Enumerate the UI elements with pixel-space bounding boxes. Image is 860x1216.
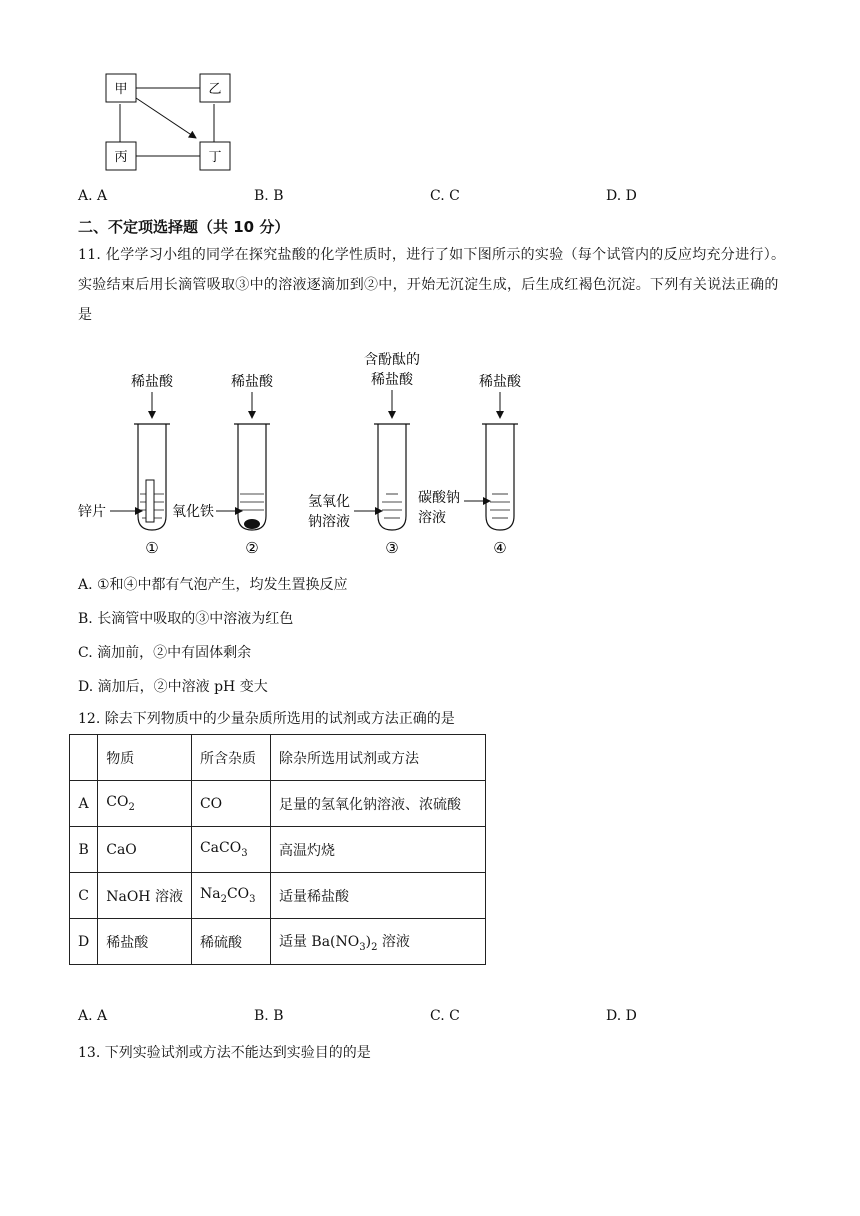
row-substance: 稀盐酸 (98, 919, 192, 965)
row-method: 足量的氢氧化钠溶液、浓硫酸 (270, 781, 485, 827)
test-tube-1 (78, 373, 174, 557)
header-cell-key (70, 735, 98, 781)
q11-option-a[interactable]: A. ①和④中都有气泡产生，均发生置换反应 (78, 577, 348, 593)
q10-option-b[interactable]: B. B (254, 188, 284, 204)
q10-options (78, 188, 778, 208)
row-key: B (70, 827, 98, 873)
row-method: 高温灼烧 (270, 827, 485, 873)
tube4-side-label-line1: 碳酸钠 (418, 490, 460, 506)
box-jia-label: 甲 (114, 82, 128, 97)
tube3-top-label-line1: 含酚酞的 (364, 352, 420, 368)
row-key: D (70, 919, 98, 965)
row-key: C (70, 873, 98, 919)
q11-test-tube-figure (76, 346, 546, 560)
tube4-number: ④ (493, 539, 507, 557)
table-row (70, 873, 486, 919)
q13-stem: 13. 下列实验试剂或方法不能达到实验目的的是 (78, 1045, 371, 1061)
tube2-side-label: 氧化铁 (172, 504, 214, 520)
section-title: 二、不定项选择题（共 10 分） (78, 218, 290, 236)
row-impurity: CO (191, 781, 270, 827)
q10-option-a[interactable]: A. A (78, 188, 108, 204)
tube4-top-label: 稀盐酸 (479, 374, 521, 390)
table-row (70, 827, 486, 873)
header-cell-method: 除杂所选用试剂或方法 (270, 735, 485, 781)
q12-table (69, 734, 486, 965)
row-impurity: 稀硫酸 (191, 919, 270, 965)
table-row (70, 919, 486, 965)
tube1-side-label: 锌片 (78, 504, 106, 520)
row-method: 适量 $Ba(NO_3)_2$ 溶液 (270, 919, 485, 965)
header-cell-impurity: 所含杂质 (191, 735, 270, 781)
table-row (70, 781, 486, 827)
tube3-side-label-line2: 钠溶液 (308, 514, 350, 530)
row-key: A (70, 781, 98, 827)
test-tube-3 (308, 351, 420, 557)
q12-option-d[interactable]: D. D (606, 1008, 637, 1024)
box-ding-label: 丁 (208, 150, 222, 165)
tube3-top-label-line2: 稀盐酸 (371, 372, 413, 388)
q12-stem: 12. 除去下列物质中的少量杂质所选用的试剂或方法正确的是 (78, 711, 455, 727)
row-substance: NaOH 溶液 (98, 873, 192, 919)
box-yi-label: 乙 (208, 82, 222, 97)
tube4-side-label-line2: 溶液 (418, 510, 446, 526)
row-impurity: $Na_2CO_3$ (191, 873, 270, 919)
tube2-top-label: 稀盐酸 (231, 374, 273, 390)
test-tube-4 (418, 373, 522, 557)
q12-options (78, 1008, 778, 1028)
row-method: 适量稀盐酸 (270, 873, 485, 919)
tube1-top-label: 稀盐酸 (131, 374, 173, 390)
tube2-number: ② (245, 539, 259, 557)
row-substance: $CO_2$ (98, 781, 192, 827)
q12-option-c[interactable]: C. C (430, 1008, 460, 1024)
table-header-row (70, 735, 486, 781)
row-substance: CaO (98, 827, 192, 873)
q11-stem: 11. 化学学习小组的同学在探究盐酸的化学性质时，进行了如下图所示的实验（每个试管内的反应均充分进行）。实验结束后用长滴管吸取③中的溶液逐滴加到②中，开始无沉淀生成，后生成红褐色沉淀。下列有关说法正确的是 (78, 247, 786, 323)
header-cell-substance: 物质 (98, 735, 192, 781)
q10-option-c[interactable]: C. C (430, 188, 460, 204)
q12-option-a[interactable]: A. A (78, 1008, 108, 1024)
q11-option-d[interactable]: D. 滴加后，②中溶液 pH 变大 (78, 679, 268, 695)
test-tube-2 (172, 373, 274, 557)
tube1-number: ① (145, 539, 159, 557)
q11-option-b[interactable]: B. 长滴管中吸取的③中溶液为红色 (78, 611, 294, 627)
row-impurity: CaCO$_3$ (191, 827, 270, 873)
tube3-number: ③ (385, 539, 399, 557)
box-bing-label: 丙 (114, 150, 128, 165)
q10-option-d[interactable]: D. D (606, 188, 637, 204)
tube3-side-label-line1: 氢氧化 (308, 494, 350, 510)
q11-option-c[interactable]: C. 滴加前，②中有固体剩余 (78, 645, 252, 661)
relation-diagram (96, 66, 246, 182)
q12-option-b[interactable]: B. B (254, 1008, 284, 1024)
